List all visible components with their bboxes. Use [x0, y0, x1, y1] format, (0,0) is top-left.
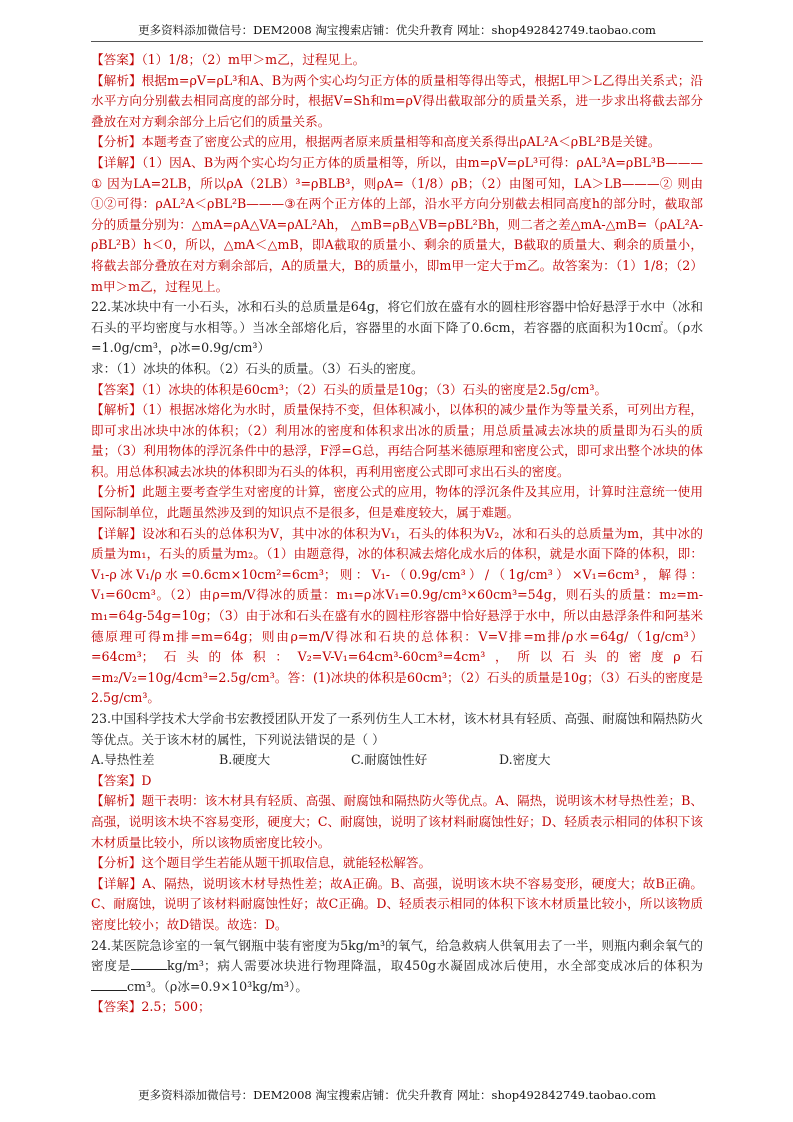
analysis-tag: 【解析】 — [91, 402, 142, 418]
q22-analysis — [91, 400, 703, 482]
option-d: D.密度大 — [499, 752, 551, 768]
detail-text: （1）因A、B为两个实心均匀正方体的质量相等，所以，由m=ρV=ρL³可得：ρAL³A=ρBL³B———① 因为LA=2LB，所以ρA（2LB）³=ρBLB³，则ρA=（1/8）ρB；（2）由图可知，LA＞LB———② 则由①②可得：ρAL²A＜ρBL²B———③在两个正方体的上部，沿水平方向分别截去相同高度h的部分时，截取部分的质量分别为：△mA=ρA△VA=ρAL²Ah， △mB=ρB△VB=ρBL²Bh，则二者之差△mA-△mB=（ρAL²A-ρBL²B）h＜0，所以，△mA＜△mB，即A截取的质量小、剩余的质量大，B截取的质量大、剩余的质量小，将截去部分叠放在对方剩余部后，A的质量大，B的质量小，即m甲一定大于m乙。故答案为：（1）1/8；（2）m甲＞m乙，过程见上。 — [91, 154, 703, 294]
q24-stem-part3: cm³。（ρ冰=0.9×10³kg/m³）。 — [127, 978, 308, 994]
q23-options — [91, 750, 703, 771]
detail-tag: 【详解】 — [91, 875, 143, 891]
answer-text: （1）1/8；（2）m甲＞m乙，过程见上。 — [141, 52, 366, 67]
page-footer: 更多资料添加微信号：DEM2008 淘宝搜索店铺：优尖升教育 网址：shop492842749.taobao.com — [138, 1088, 656, 1102]
header-divider — [91, 41, 703, 42]
detail-text: 设冰和石头的总体积为V，其中冰的体积为V₁，石头的体积为V₂，冰和石头的总质量为m，其中冰的质量为m₁，石头的质量为m₂。（1）由题意得，冰的体积减去熔化成水后的体积，就是水面下降的体积，即：V₁-ρ冰V₁/ρ水=0.6cm×10cm²=6cm³；则：V₁-（0.9g/cm³）/（1g/cm³）×V₁=6cm³，解得：V₁=60cm³。（2）由ρ=m/V得冰的质量：m₁=ρ冰V₁=0.9g/cm³×60cm³=54g，则石头的质量：m₂=m-m₁=64g-54g=10g；（3）由于冰和石头在盛有水的圆柱形容器中恰好悬浮于水中，所以由悬浮条件和阿基米德原理可得m排=m=64g；则由ρ=m/V得冰和石块的总体积：V=V排=m排/ρ水=64g/（1g/cm³）=64cm³；石头的体积：V₂=V-V₁=64cm³-60cm³=4cm³，所以石头的密度ρ石=m₂/V₂=10g/4cm³=2.5g/cm³。答：(1)冰块的体积是60cm³；（2）石头的质量是10g；（3）石头的密度是2.5g/cm³。 — [91, 525, 704, 706]
q21-detail — [91, 153, 703, 297]
answer-tag: 【答案】 — [91, 381, 142, 397]
q22-fenxi — [91, 482, 703, 523]
document-body — [91, 50, 703, 1018]
q22-ask: 求：（1）冰块的体积。（2）石头的质量。（3）石头的密度。 — [91, 360, 424, 376]
q21-answer — [91, 50, 703, 71]
q23-stem: 23.中国科学技术大学俞书宏教授团队开发了一系列仿生人工木材，该木材具有轻质、高强、耐腐蚀和隔热防火等优点。关于该木材的属性，下列说法错误的是（ ） — [91, 711, 703, 747]
detail-text: A、隔热，说明该木材导热性差；故A正确。B、高强，说明该木块不容易变形，硬度大；故B正确。C、耐腐蚀，说明了该材料耐腐蚀性好；故C正确。D、轻质表示相同的体积下该木材质量比较小，所以该物质密度比较小；故D错误。故选：D。 — [91, 875, 703, 932]
analysis-tag: 【解析】 — [91, 793, 142, 809]
fenxi-tag: 【分析】 — [91, 855, 142, 871]
q24-stem-part2: kg/m³；病人需要冰块进行物理降温，取450g水凝固成冰后使用，水全部变成冰后的体积为 — [167, 958, 704, 974]
detail-tag: 【详解】 — [91, 525, 143, 541]
q23-answer — [91, 771, 703, 792]
page-header: 更多资料添加微信号：DEM2008 淘宝搜索店铺：优尖升教育 网址：shop492842749.taobao.com — [138, 23, 656, 37]
q21-analysis — [91, 71, 703, 133]
answer-text: （1）冰块的体积是60cm³；（2）石头的质量是10g；（3）石头的密度是2.5g/cm³。 — [141, 381, 608, 397]
fenxi-text: 此题主要考查学生对密度的计算，密度公式的应用，物体的浮沉条件及其应用，计算时注意统一使用国际制单位，此题虽然涉及到的知识点不是很多，但是难度较大，属于难题。 — [91, 484, 704, 521]
q24-answer — [91, 997, 703, 1018]
fenxi-tag: 【分析】 — [91, 134, 142, 150]
q22-stem: 22.某冰块中有一小石头，冰和石头的总质量是64g，将它们放在盛有水的圆柱形容器中恰好悬浮于水中（冰和石头的平均密度与水相等。）当冰全部熔化后，容器里的水面下降了0.6cm，若容器的底面积为10c㎡。（ρ水=1.0g/cm³，ρ冰=0.9g/cm³） — [91, 299, 703, 356]
answer-text: D — [141, 772, 152, 788]
q24-stem-part1: 24.某医院急诊室的一氧气钢瓶中装有密度为5kg/m³的氧气，给急救病人供氧用去了一半，则瓶内剩余氧气的密度是 — [91, 937, 703, 974]
analysis-tag: 【解析】 — [91, 72, 142, 88]
option-c: C.耐腐蚀性好 — [351, 752, 428, 768]
answer-tag: 【答案】 — [91, 999, 142, 1015]
analysis-text: （1）根据冰熔化为水时，质量保持不变，但体积减小，以体积的减少量作为等量关系，可列出方程，即可求出冰块中冰的体积；（2）利用冰的密度和体积求出冰的质量；用总质量减去冰块的质量即为石头的质量；（3）利用物体的浮沉条件中的悬浮，F浮=G总，再结合阿基米德原理和密度公式，即可求出整个冰块的体积。用总体积减去冰块的体积即为石头的体积，再利用密度公式即可求出石头的密度。 — [91, 402, 703, 479]
fenxi-text: 本题考查了密度公式的应用，根据两者原来质量相等和高度关系得出ρAL²A＜ρBL²B是关键。 — [141, 134, 661, 150]
fenxi-tag: 【分析】 — [91, 484, 143, 500]
option-a: A.导热性差 — [91, 752, 155, 768]
q23-analysis — [91, 791, 703, 853]
fenxi-text: 这个题目学生若能从题干抓取信息，就能轻松解答。 — [141, 855, 432, 871]
analysis-text: 题干表明：该木材具有轻质、高强、耐腐蚀和隔热防火等优点。A、隔热，说明该木材导热性差；B、高强，说明该木块不容易变形，硬度大；C、耐腐蚀，说明了该材料耐腐蚀性好；D、轻质表示相同的体积下该木材质量比较小，所以该物质密度比较小。 — [91, 793, 703, 850]
answer-text: 2.5；500； — [141, 999, 211, 1015]
answer-tag: 【答案】 — [91, 772, 142, 788]
q23-fenxi — [91, 853, 703, 874]
answer-tag: 【答案】 — [91, 52, 142, 67]
q23-detail — [91, 874, 703, 936]
detail-tag: 【详解】 — [91, 154, 142, 170]
q24-stem — [91, 936, 703, 998]
option-b: B.硬度大 — [219, 752, 271, 768]
answer-blank — [91, 978, 127, 991]
q22-answer — [91, 380, 703, 401]
q21-fenxi — [91, 132, 703, 153]
q22-detail — [91, 524, 703, 709]
analysis-text: 根据m=ρV=ρL³和A、B为两个实心均匀正方体的质量相等得出等式，根据L甲＞L乙得出关系式；沿水平方向分别截去相同高度的部分时，根据V=Sh和m=ρV得出截取部分的质量关系，进一步求出将截去部分叠放在对方剩余部分上后它们的质量关系。 — [91, 72, 704, 129]
answer-blank — [131, 957, 167, 970]
